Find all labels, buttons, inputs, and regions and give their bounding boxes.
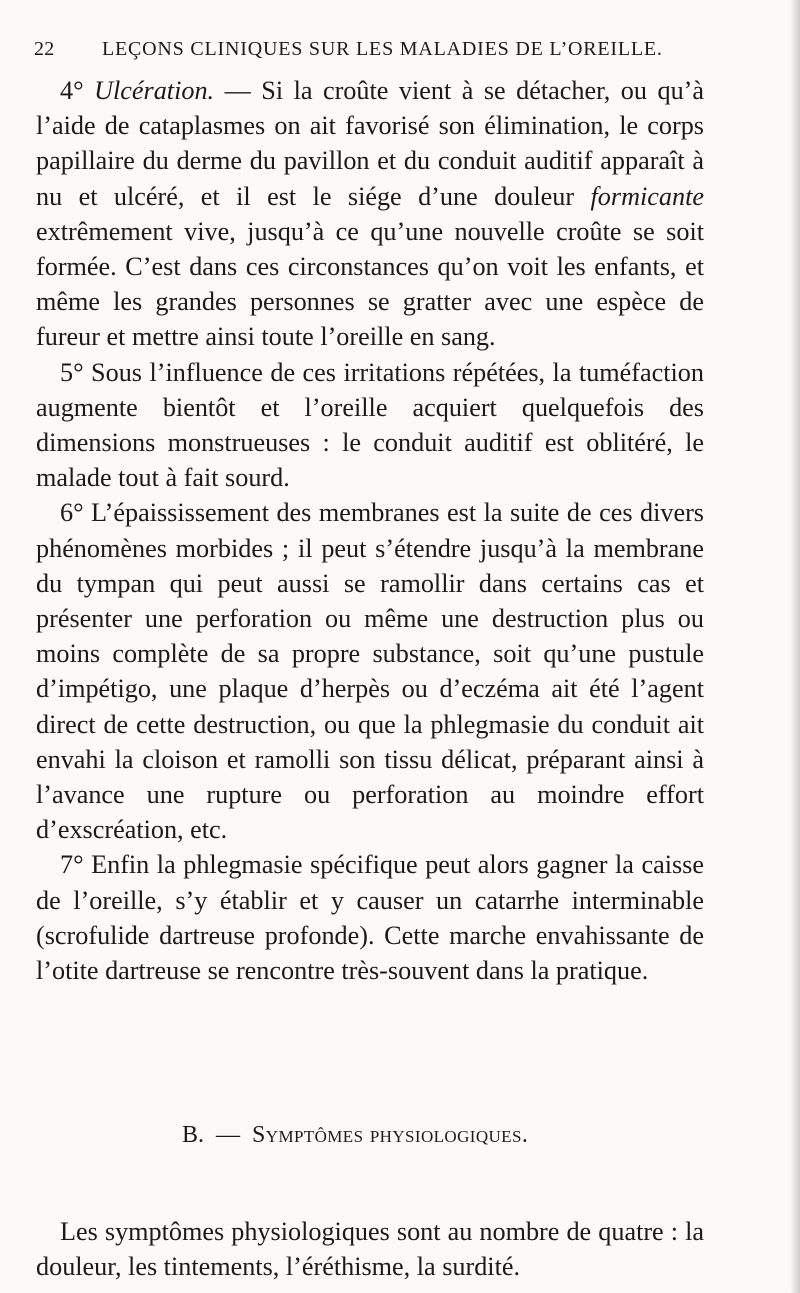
italic-word: formicante bbox=[590, 181, 704, 211]
page-edge-shadow bbox=[790, 0, 800, 1293]
main-text bbox=[36, 73, 704, 988]
section-title: Symptômes physiologiques. bbox=[252, 1122, 529, 1148]
paragraph-tumefaction: 5° Sous l’influence de ces irritations répétées, la tuméfaction augmente bientôt et l’oreille acquiert quelquefois des dimensions monstrueuses : le conduit auditif est oblitéré, le malade tout à fait sourd. bbox=[36, 357, 704, 493]
paragraph-ulceration bbox=[36, 73, 704, 355]
paragraph-text: — Si la croûte vient à se détacher, ou qu’à l’aide de cataplasmes on ait favorisé son élimination, le corps papillaire du derme du pavillon et du conduit auditif apparaît à nu et ulcéré, et il est le siége d’une douleur bbox=[36, 76, 705, 211]
section-heading bbox=[182, 1122, 602, 1149]
paragraph-epaississement: 6° L’épaississement des membranes est la suite de ces divers phénomènes morbides ; il peut s’étendre jusqu’à la membrane du tympan qui peut aussi se ramollir dans certains cas et présenter une perforation ou même une destruction plus ou moins complète de sa propre substance, soit qu’une pustule d’impétigo, une plaque d’herpès ou d’eczéma ait été l’agent direct de cette destruction, ou que la phlegmasie du conduit ait envahi la cloison et ramolli son tissu délicat, préparant ainsi à l’avance une rupture ou perforation au moindre effort d’exscréation, etc. bbox=[36, 498, 704, 845]
running-header bbox=[34, 38, 714, 66]
paragraph-text: extrêmement vive, jusqu’à ce qu’une nouvelle croûte se soit formée. C’est dans ces circonstances qu’on voit les enfants, et même les grandes personnes se gratter avec une espèce de fureur et mettre ainsi toute l’oreille en sang. bbox=[36, 216, 704, 352]
paragraph-heading: Ulcération. bbox=[94, 76, 215, 105]
paragraph-number: 4° bbox=[60, 76, 84, 105]
section-letter: B. bbox=[182, 1122, 205, 1148]
paragraph-symptomes: Les symptômes physiologiques sont au nombre de quatre : la douleur, les tintements, l’éréthisme, la surdité. bbox=[36, 1217, 704, 1282]
section-dash: — bbox=[216, 1122, 241, 1148]
running-title: LEÇONS CLINIQUES SUR LES MALADIES DE L’OREILLE. bbox=[102, 38, 663, 60]
paragraph-phlegmasie: 7° Enfin la phlegmasie spécifique peut alors gagner la caisse de l’oreille, s’y établir et y causer un catarrhe interminable (scrofulide dartreuse profonde). Cette marche envahissante de l’otite dartreuse se rencontre très-souvent dans la pratique. bbox=[36, 850, 704, 986]
page-number: 22 bbox=[34, 38, 55, 60]
